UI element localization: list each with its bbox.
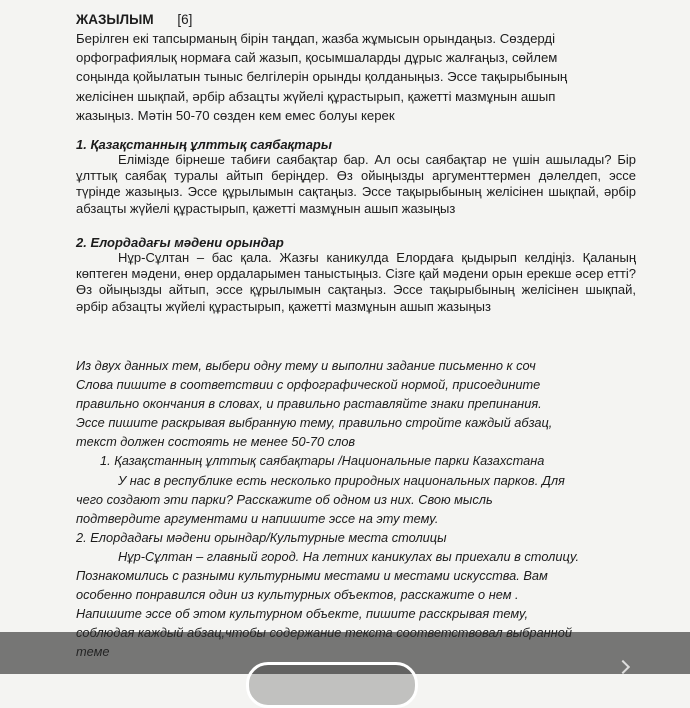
topic-body: Нұр-Сұлтан – бас қала. Жазғы каникулда Елордаға қыдырып келдіңіз. Қаланың көптеген мәдени, өнер ордаларымен таныстыңыз. Сізге қай мәдени орын ерекше әсер етті? Өз ойыңызды айтып, эссе құрылымын сақтаңыз. Эссе тақырыбының желісінен шықпай, әрбір абзацты жүйелі құрастырып, қажетті мазмұнын ашып жазыңыз xyxy=(76,250,636,314)
kz-instructions xyxy=(76,29,616,125)
ru-line: Напишите эссе об этом культурном объекте, пишите расскрывая тему, xyxy=(76,606,529,622)
ru-line: Познакомились с разными культурными местами и местами искусства. Вам xyxy=(76,568,548,584)
ru-line: особенно понравился один из культурных объектов, расскажите о нем . xyxy=(76,587,519,603)
view-button[interactable] xyxy=(246,662,418,708)
topic-heading: 2. Елордадағы мәдени орындар xyxy=(76,235,284,250)
section-header xyxy=(76,12,192,27)
ru-topic-2-heading: 2. Елордадағы мәдени орындар/Культурные места столицы xyxy=(76,529,447,545)
ru-line: Из двух данных тем, выбери одну тему и выполни задание письменно к соч xyxy=(76,358,536,373)
instruction-line: жазыңыз. Мәтін 50-70 сөзден кем емес болуы керек xyxy=(76,107,395,123)
instruction-line: соңында қойылатын тыныс белгілерін орынды қолданыңыз. Эссе тақырыбының xyxy=(76,69,568,85)
instruction-line: Берілген екі тапсырманың бірін таңдап, жазба жұмысын орындаңыз. Сөздерді xyxy=(76,31,556,46)
kz-topic-1 xyxy=(76,137,636,217)
ru-instructions xyxy=(76,356,636,662)
topic-body: Елімізде бірнеше табиғи саябақтар бар. Ал осы саябақтар не үшін ашылады? Бір ұлттық саябақ туралы айтып беріңдер. Өз ойыңызды аргументтермен дәлелдеп, эссе түрінде жазыңыз. Эссе құрылымын сақтаңыз. Эссе тақырыбының желісінен шықпай, әрбір абзацты жүйелі құрастырып, қажетті мазмұнын ашып жазыңыз xyxy=(76,152,636,216)
ru-line: подтвердите аргументами и напишите эссе на эту тему. xyxy=(76,510,439,526)
points-label: [6] xyxy=(177,12,193,27)
ru-line: текст должен состоять не менее 50-70 слов xyxy=(76,434,356,450)
instruction-line: желісінен шықпай, әрбір абзацты жүйелі құрастырып, қажетті мазмұнын ашып xyxy=(76,88,556,104)
ru-line: чего создают эти парки? Расскажите об одном из них. Свою мысль xyxy=(76,491,493,507)
section-title: ЖАЗЫЛЫМ xyxy=(76,12,154,27)
ru-line: Нұр-Сұлтан – главный город. На летних каникулах вы приехали в столицу. xyxy=(118,548,580,564)
ru-line: Эссе пишите раскрывая выбранную тему, правильно стройте каждый абзац, xyxy=(76,415,553,431)
ru-line: правильно окончания в словах, и правильно раставляйте знаки препинания. xyxy=(76,396,542,412)
instruction-line: орфографиялық нормаға сай жазып, қосымшаларды дұрыс жалғаңыз, сөйлем xyxy=(76,50,558,66)
kz-topic-2 xyxy=(76,235,636,315)
ru-line: Слова пишите в соответствии с орфографической нормой, присоедините xyxy=(76,377,541,393)
topic-heading: 1. Қазақстанның ұлттық саябақтары xyxy=(76,137,332,152)
ru-topic-1-heading: 1. Қазақстанның ұлттық саябақтары /Национальные парки Казахстана xyxy=(100,453,545,469)
ru-line: У нас в республике есть несколько природных национальных парков. Для xyxy=(118,472,565,488)
